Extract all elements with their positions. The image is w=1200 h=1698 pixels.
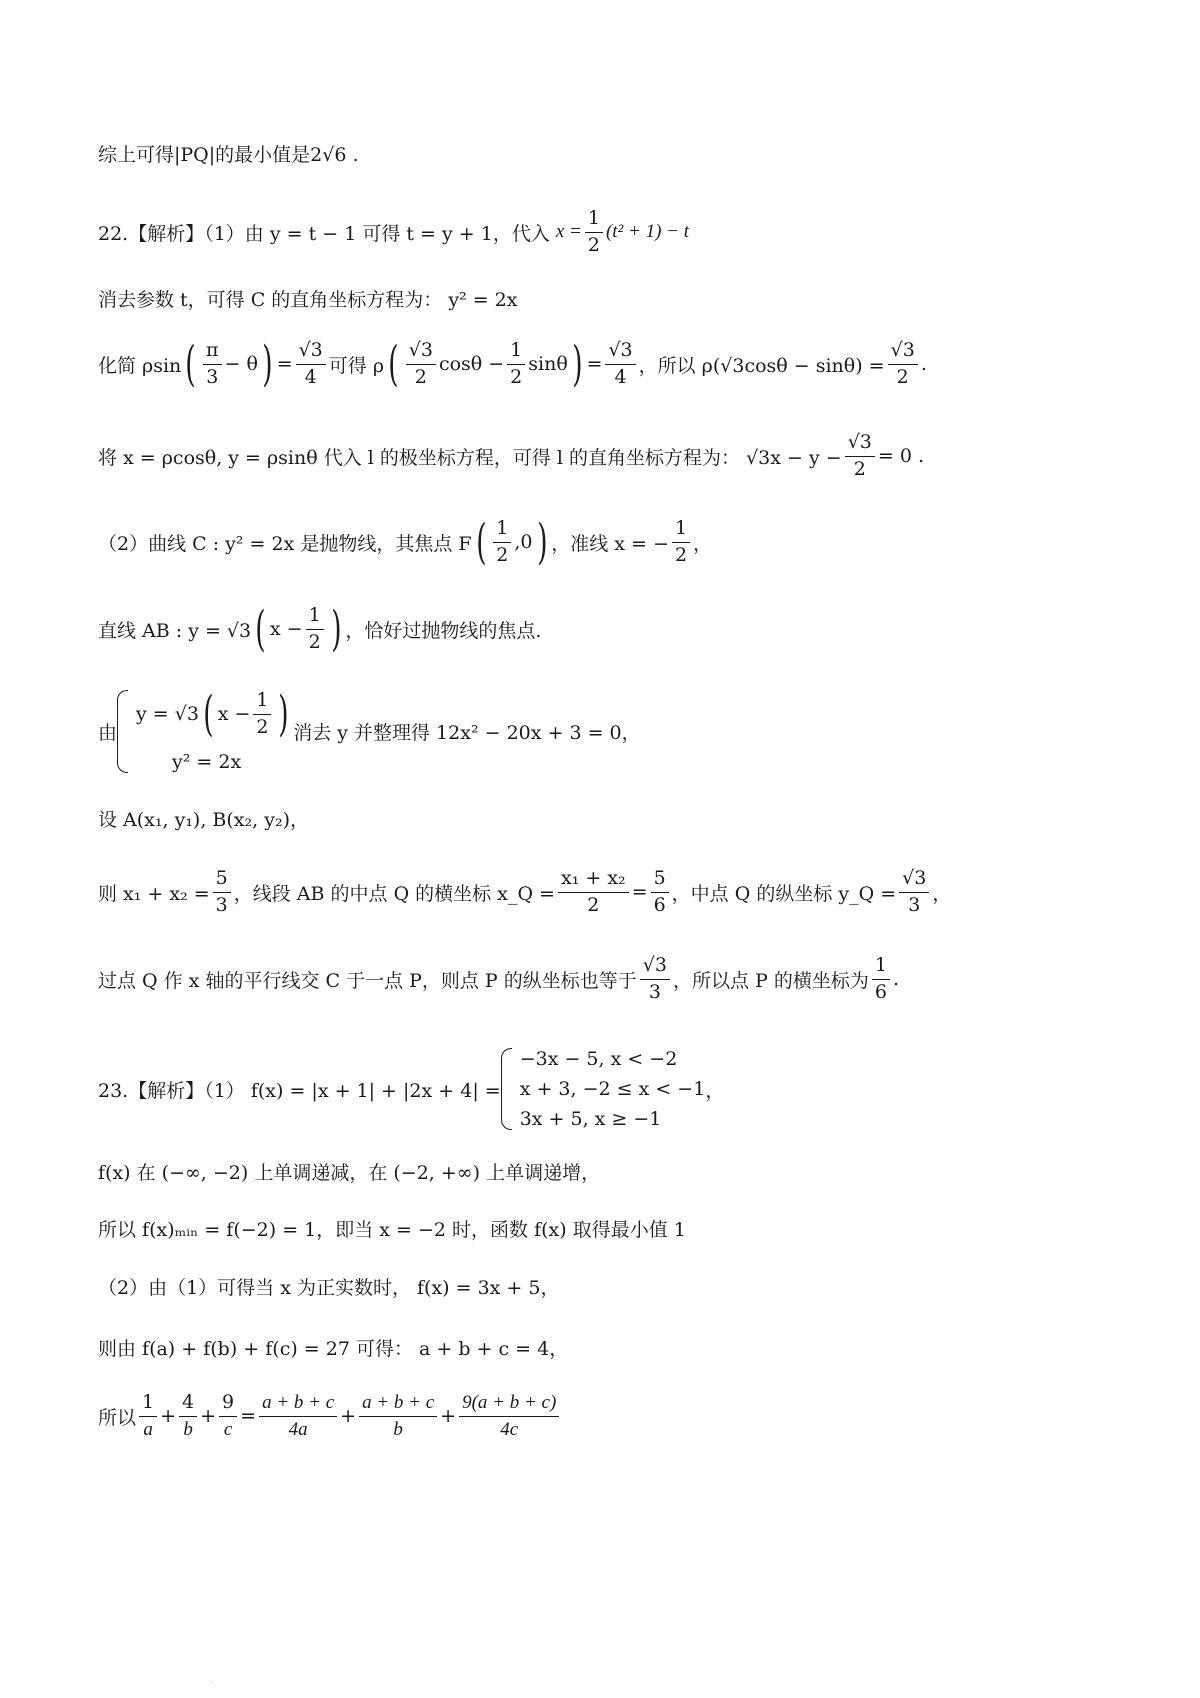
text: + [160,1405,177,1428]
text: − θ [224,353,258,376]
text: ，线段 AB 的中点 Q 的横坐标 x_Q = [233,882,555,905]
denominator: 4c [500,1418,519,1440]
text: = [240,1405,257,1428]
fraction [459,1392,559,1441]
denominator: 4 [614,365,627,388]
text: x − [217,703,251,726]
text: （2）曲线 C : y² = 2x 是抛物线，其焦点 F [98,532,472,555]
text: 可得 ρ [328,354,384,377]
text: ,0 [514,531,533,554]
line-23-monotonic [98,1158,600,1185]
fraction [605,340,635,389]
fraction [219,1392,237,1441]
fraction [253,690,271,739]
numerator: a + b + c [359,1392,437,1417]
denominator: 6 [653,893,666,916]
numerator: 1 [139,1392,157,1417]
numerator: 1 [507,340,525,365]
line-conclusion [98,140,359,167]
line-22-part2 [98,514,713,571]
text: sinθ [528,353,568,376]
numerator: 1 [585,208,603,233]
brace [117,690,128,773]
text: . [920,353,927,376]
numerator: √3 [296,340,326,365]
line-22-line-ab [98,601,542,658]
system-row-1 [136,686,293,743]
fraction [406,340,436,389]
numerator: 5 [213,868,231,893]
text: 消去参数 t，可得 C 的直角坐标方程为： y² = 2x [98,289,518,311]
text: y = √3 [136,703,199,726]
paren-right: ) [262,336,273,393]
numerator: √3 [640,955,670,980]
numerator: √3 [605,340,635,365]
numerator: √3 [845,432,875,457]
paren-right: ) [536,514,548,571]
denominator: 2 [587,893,600,916]
text: + [440,1405,457,1428]
line-22-polar-sub [98,432,924,481]
line-23-part2 [98,1273,559,1300]
denominator: c [223,1418,233,1440]
text: ，所以点 P 的横坐标为 [672,969,869,992]
fraction [493,518,511,567]
text: 则 x₁ + x₂ = [98,882,210,905]
denominator: 4 [304,365,317,388]
fraction [259,1392,337,1441]
denominator: 3 [206,365,219,388]
line-22-system [98,686,641,773]
text: 所以 f(x)ₘᵢₙ = f(−2) = 1，即当 x = −2 时，函数 f(x) 取得最小值 1 [98,1219,686,1241]
numerator: 5 [651,868,669,893]
numerator: π [203,340,222,365]
line-23-fraction-sum [98,1392,562,1441]
fraction [640,955,670,1004]
numerator: 9 [219,1392,237,1417]
fraction [558,868,629,917]
denominator: b [393,1418,403,1440]
piecewise-function [501,1048,706,1130]
text: 设 A(x₁, y₁), B(x₂, y₂)， [98,809,309,831]
fraction [306,605,324,654]
numerator: 1 [306,605,324,630]
text: + [200,1405,217,1428]
line-22-point-p [98,955,899,1004]
fraction [359,1392,437,1441]
piece-row-1: −3x − 5, x < −2 [519,1048,678,1070]
denominator: 2 [896,365,909,388]
paren-right: ) [278,686,289,743]
text: 则由 f(a) + f(b) + f(c) = 27 可得： a + b + c = 4， [98,1338,569,1360]
fraction [845,432,875,481]
numerator: √3 [406,340,436,365]
text: x = [555,221,582,243]
text: x − [269,618,303,641]
text: f(x) 在 (−∞, −2) 上单调递减，在 (−2, +∞) 上单调递增， [98,1162,601,1184]
text: 直线 AB : y = √3 [98,619,252,642]
text: ， [693,532,713,555]
numerator: 1 [253,690,271,715]
text: . [892,968,899,991]
numerator: 1 [493,518,511,543]
fraction [651,868,669,917]
text: 消去 y 并整理得 12x² − 20x + 3 = 0， [293,721,641,744]
denominator: 2 [256,715,269,738]
text: 将 x = ρcosθ, y = ρsinθ 代入 l 的极坐标方程，可得 l 的直角坐标方程为： √3x − y − [98,446,842,469]
fraction [899,868,929,917]
line-23-sum [98,1334,568,1361]
text: 23.【解析】（1） f(x) = |x + 1| + |2x + 4| = [98,1079,501,1102]
fraction [888,340,918,389]
line-23-part1 [98,1048,724,1130]
numerator: 4 [179,1392,197,1417]
denominator: a [143,1418,153,1440]
fraction [872,955,890,1004]
numerator: 1 [872,955,890,980]
text: ，准线 x = − [551,532,669,555]
page-dot-mark: · [210,1678,213,1687]
text: ，所以 ρ(√3cosθ − sinθ) = [638,354,885,377]
denominator: 2 [587,233,600,256]
fraction [213,868,231,917]
fraction [203,340,222,389]
line-22-simplify: 化简 ρsin ( $\frac{\pi}{3}$ − θ ) = $\frac{√3}{4}$ 可得 ρ ( $\frac{√3}{2}$ cosθ − $\frac{1}{2}$ sinθ ) = $\frac{√3}{4}$ ，所以 ρ(√3cosθ − sinθ) = $\frac{√3}{2}$ . [98,336,927,393]
line-22-rect-eq [98,285,518,312]
denominator: 3 [908,893,921,916]
numerator: 1 [672,518,690,543]
brace [501,1048,512,1130]
numerator: √3 [899,868,929,893]
fraction [672,518,690,567]
text: 过点 Q 作 x 轴的平行线交 C 于一点 P，则点 P 的纵坐标也等于 [98,969,637,992]
denominator: 2 [510,365,523,388]
denominator: 3 [215,893,228,916]
paren-right: ) [571,336,583,393]
text: + [340,1405,357,1428]
fraction [507,340,525,389]
fraction [296,340,326,389]
paren-left: ( [203,686,214,743]
text: 综上可得|PQ|的最小值是2√6 . [98,144,359,166]
system-row-2: y² = 2x [172,750,242,773]
denominator: 2 [853,457,866,480]
line-22-set-ab [98,805,309,832]
text: 由 [98,721,118,744]
piece-row-3: 3x + 5, x ≥ −1 [519,1108,662,1130]
denominator: 2 [674,543,688,566]
text: = 0 . [877,445,925,468]
piece-row-2: x + 3, −2 ≤ x < −1 [519,1078,706,1100]
denominator: 2 [308,630,321,653]
denominator: 2 [496,543,509,566]
numerator: x₁ + x₂ [558,868,629,893]
numerator: √3 [888,340,918,365]
text: cosθ − [438,353,505,376]
fraction [585,208,603,257]
numerator: 9(a + b + c) [459,1392,559,1417]
text: (t² + 1) − t [605,221,690,243]
line-22-midpoint [98,868,951,917]
paren-left: ( [388,336,399,393]
text: = [631,881,648,904]
denominator: 3 [648,980,661,1003]
text: （2）由（1）可得当 x 为正实数时， f(x) = 3x + 5， [98,1277,560,1299]
text: 化简 ρsin [98,354,182,377]
denominator: 2 [414,365,427,388]
line-22-part1 [98,208,689,257]
text: ， [932,882,952,905]
paren-left: ( [185,336,196,393]
denominator: 6 [874,980,887,1003]
line-23-minimum [98,1215,686,1242]
text: 所以 [98,1406,137,1429]
text: ， [705,1079,725,1102]
denominator: 4a [288,1418,308,1440]
paren-right: ) [330,601,342,658]
fraction [179,1392,197,1441]
text: ，恰好过抛物线的焦点. [345,619,542,642]
paren-left: ( [475,514,487,571]
denominator: b [183,1418,193,1440]
text: 22.【解析】（1）由 y = t − 1 可得 t = y + 1，代入 [98,222,550,245]
paren-left: ( [255,601,266,658]
numerator: a + b + c [259,1392,337,1417]
text: ，中点 Q 的纵坐标 y_Q = [671,882,897,905]
fraction [139,1392,157,1441]
equation-system [117,686,293,773]
